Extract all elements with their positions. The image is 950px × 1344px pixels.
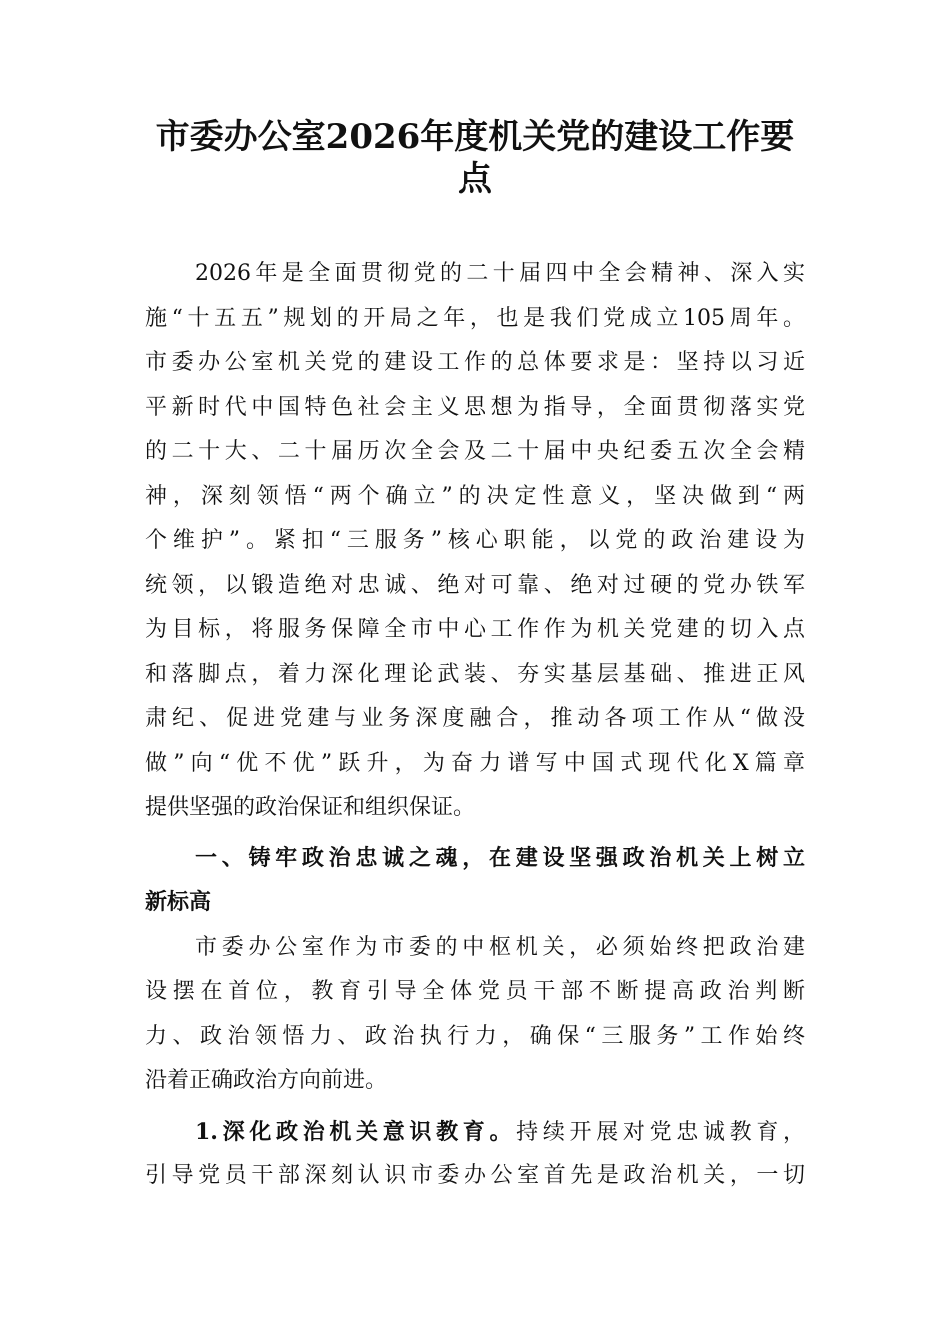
text-line: 设摆在首位，教育引导全体党员干部不断提高政治判断 — [145, 979, 805, 1004]
text-line: 施“十五五”规划的开局之年，也是我们党成立105周年。 — [145, 305, 805, 331]
text-line — [145, 1110, 805, 1155]
document-title — [140, 116, 810, 200]
text-line: 和落脚点，着力深化理论武装、夯实基层基础、推进正风 — [145, 661, 805, 687]
item-1-lead: 1.深化政治机关意识教育。 — [195, 1118, 517, 1145]
text-line: 为目标，将服务保障全市中心工作作为机关党建的切入点 — [145, 617, 805, 642]
text-line: 2026年是全面贯彻党的二十届四中全会精神、深入实 — [195, 261, 805, 286]
text-line: 提供坚强的政治保证和组织保证。 — [145, 795, 476, 820]
item-1-paragraph — [145, 1110, 805, 1199]
text-line: 的二十大、二十届历次全会及二十届中央纪委五次全会精 — [145, 439, 805, 464]
text-line: 统领，以锻造绝对忠诚、绝对可靠、绝对过硬的党办铁军 — [145, 572, 805, 598]
heading-line: 一、铸牢政治忠诚之魂，在建设坚强政治机关上树立 — [195, 845, 805, 871]
section-1-paragraph — [145, 926, 805, 1104]
title-line-1: 市委办公室2026年度机关党的建设工作要 — [155, 117, 795, 157]
text-line: 做”向“优不优”跃升，为奋力谱写中国式现代化X篇章 — [145, 750, 805, 776]
text-line: 引导党员干部深刻认识市委办公室首先是政治机关，一切 — [145, 1163, 805, 1188]
item-1-text: 持续开展对党忠诚教育， — [516, 1119, 805, 1145]
intro-paragraph — [145, 252, 805, 831]
document-body — [145, 252, 805, 1199]
text-line: 平新时代中国特色社会主义思想为指导，全面贯彻落实党 — [145, 394, 805, 420]
heading-line: 新标高 — [145, 890, 212, 915]
text-line: 市委办公室机关党的建设工作的总体要求是：坚持以习近 — [145, 350, 805, 375]
title-line-2: 点 — [458, 159, 492, 199]
section-1-heading — [145, 837, 805, 926]
text-line: 个维护”。紧扣“三服务”核心职能，以党的政治建设为 — [145, 528, 805, 553]
text-line: 神，深刻领悟“两个确立”的决定性意义，坚决做到“两 — [145, 483, 805, 509]
text-line: 市委办公室作为市委的中枢机关，必须始终把政治建 — [195, 934, 805, 960]
text-line: 沿着正确政治方向前进。 — [145, 1068, 388, 1093]
text-line: 力、政治领悟力、政治执行力，确保“三服务”工作始终 — [145, 1023, 805, 1049]
text-line: 肃纪、促进党建与业务深度融合，推动各项工作从“做没 — [145, 706, 805, 731]
